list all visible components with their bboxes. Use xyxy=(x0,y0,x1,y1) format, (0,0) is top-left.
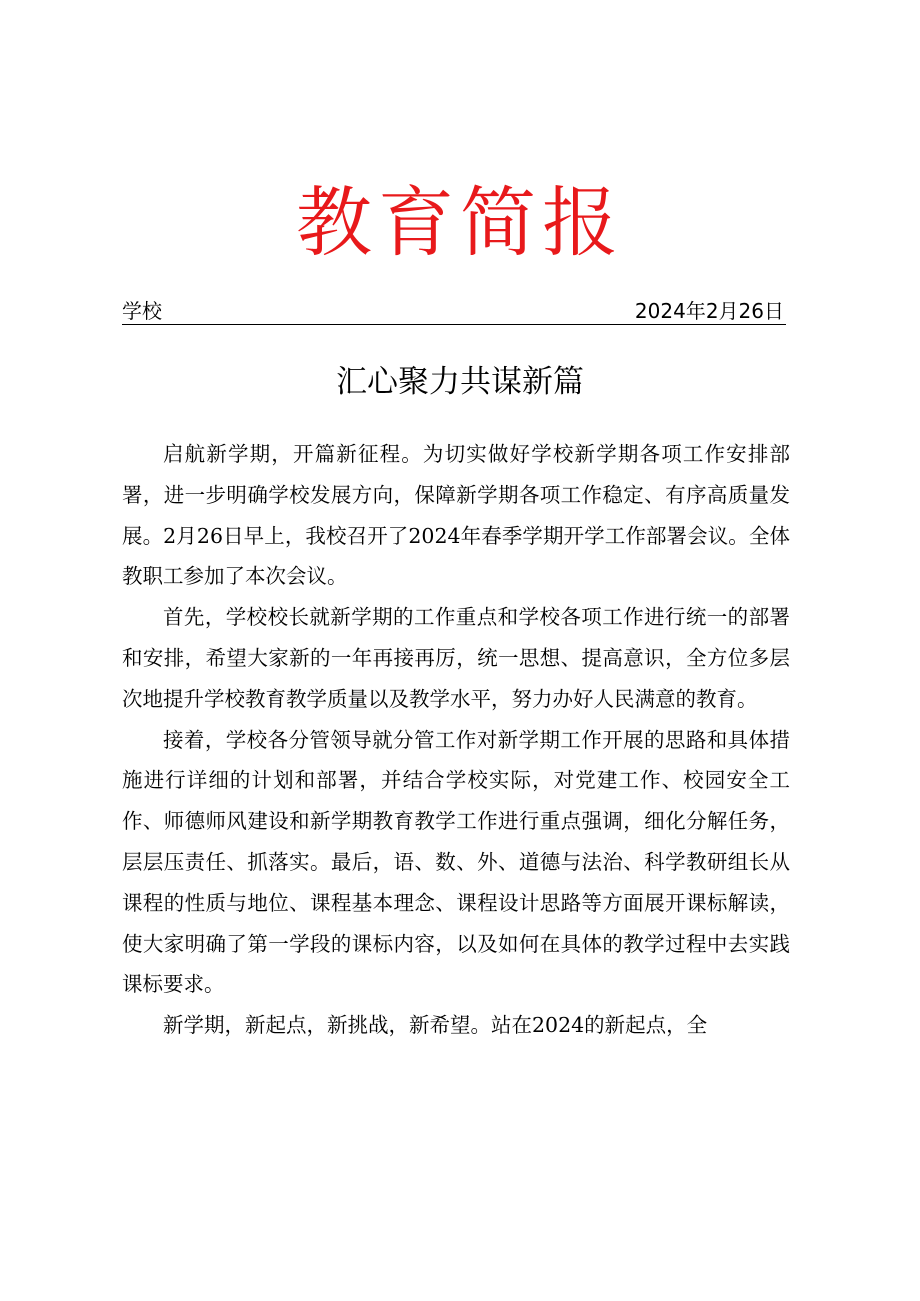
paragraph-2: 首先，学校校长就新学期的工作重点和学校各项工作进行统一的部署和安排，希望大家新的一年再接再厉，统一思想、提高意识，全方位多层次地提升学校教育教学质量以及教学水平，努力办好人民满意的教育。 xyxy=(122,605,790,711)
paragraph-4: 新学期，新起点，新挑战，新希望。站在2024的新起点，全 xyxy=(163,1013,708,1038)
masthead-title: 教育简报 xyxy=(296,178,624,267)
school-label: 学校 xyxy=(122,299,162,323)
paragraph-3: 接着，学校各分管领导就分管工作对新学期工作开展的思路和具体措施进行详细的计划和部署，并结合学校实际，对党建工作、校园安全工作、师德师风建设和新学期教育教学工作进行重点强调，细化分解任务，层层压责任、抓落实。最后，语、数、外、道德与法治、科学教研组长从课程的性质与地位、课程基本理念、课程设计思路等方面展开课标解读，使大家明确了第一学段的课标内容，以及如何在具体的教学过程中去实践课标要求。 xyxy=(122,727,790,997)
meta-line xyxy=(122,298,786,325)
issue-date: 2024年2月26日 xyxy=(634,299,784,323)
paragraph-1: 启航新学期，开篇新征程。为切实做好学校新学期各项工作安排部署，进一步明确学校发展方向，保障新学期各项工作稳定、有序高质量发展。2月26日早上，我校召开了2024年春季学期开学工作部署会议。全体教职工参加了本次会议。 xyxy=(122,442,790,589)
article-title: 汇心聚力共谋新篇 xyxy=(336,364,584,400)
article-body xyxy=(122,434,790,1046)
